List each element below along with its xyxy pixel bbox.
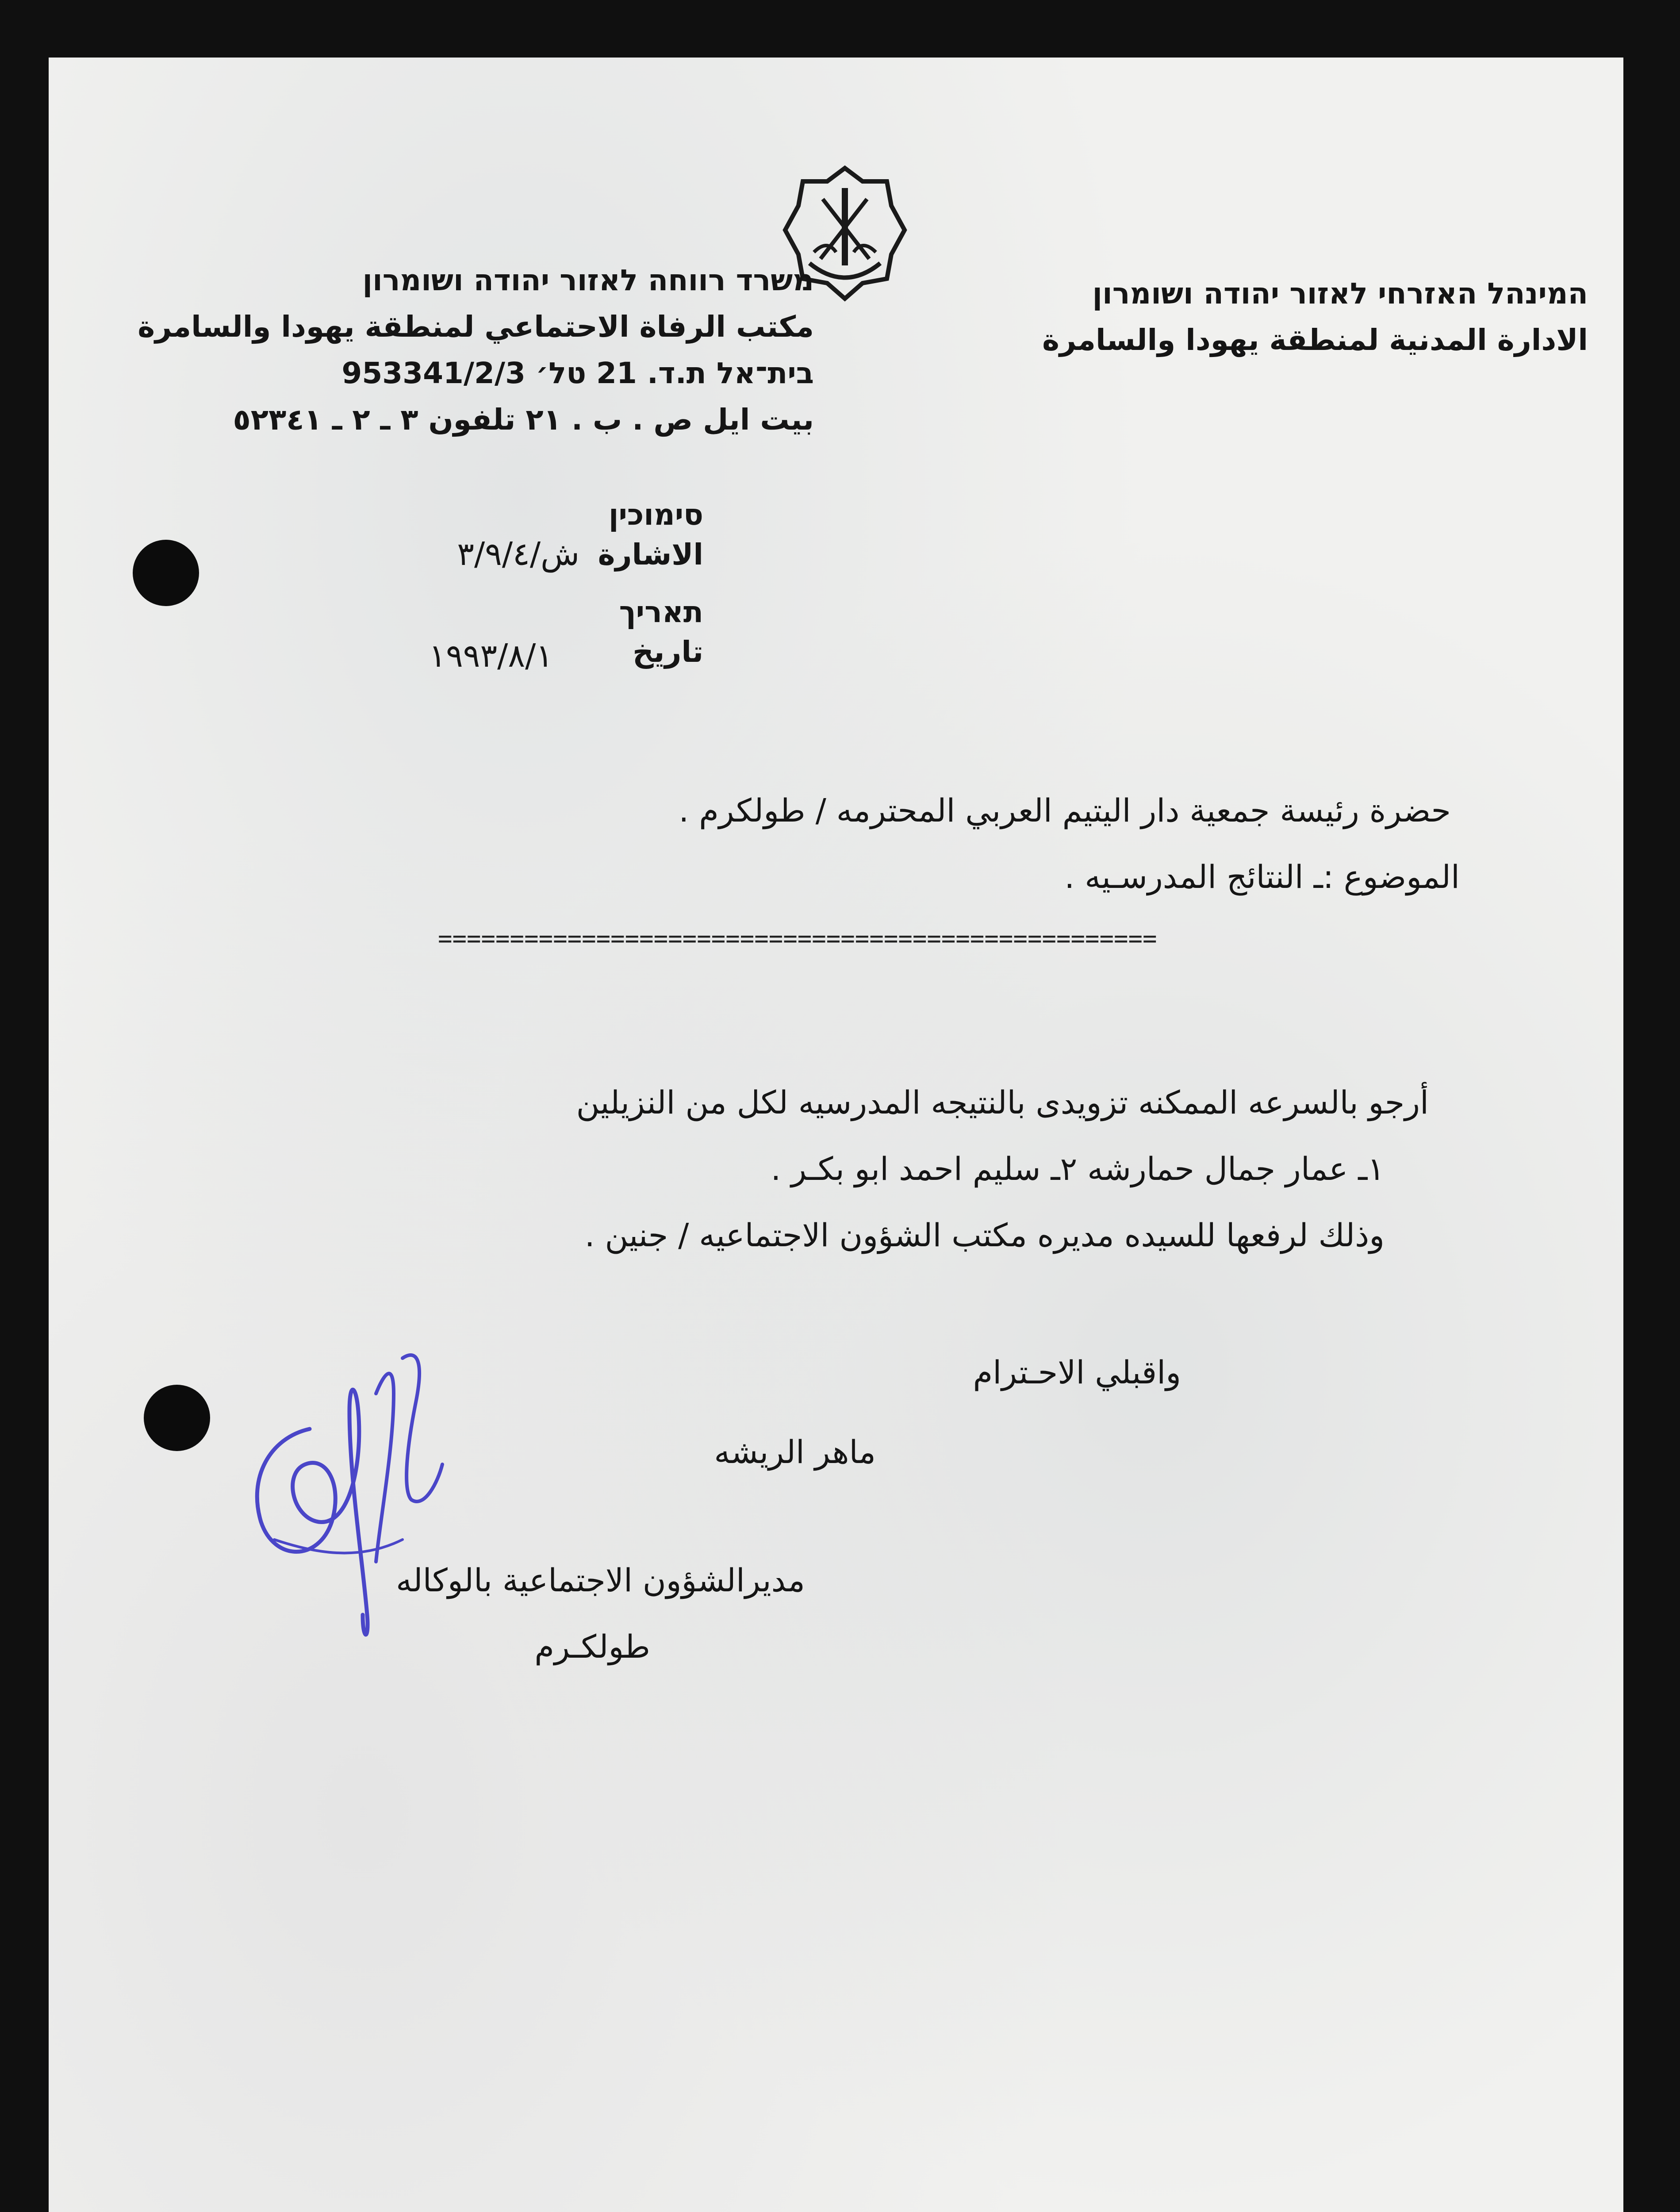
- reference-value: ش/٣/٩/٤: [457, 535, 579, 572]
- handwritten-signature: [217, 1332, 464, 1721]
- left-address-arabic: بيت ايل ص . ب . ٢١ تلفون ٣ ـ ٢ ـ ٥٢٣٤١: [233, 403, 814, 437]
- separator-line: ==================================================: [438, 925, 1157, 952]
- letter-sheet: [49, 58, 1623, 2212]
- body-line-1: أرجو بالسرعه الممكنه تزويدى بالنتيجه المدرسيه لكل من النزيلين: [576, 1084, 1429, 1121]
- left-header-hebrew: משרד רווחה לאזור יהודה ושומרון: [362, 263, 814, 297]
- left-address-hebrew: בית־אל ת.ד. 21 טל׳ 953341/2/3: [341, 356, 814, 390]
- date-value: ١٩٩٣/٨/١: [429, 637, 553, 674]
- addressee: حضرة رئيسة جمعية دار اليتيم العربي المحترمه / طولكرم .: [679, 792, 1451, 829]
- signer-city: طولكـرم: [534, 1628, 650, 1665]
- date-label-hebrew: תאריך: [619, 595, 703, 629]
- closing: واقبلي الاحـترام: [973, 1354, 1181, 1391]
- signer-name: ماهر الريشه: [714, 1433, 876, 1471]
- reference-label-arabic: الاشارة: [598, 538, 703, 572]
- subject-line: الموضوع :ـ النتائج المدرسـيه .: [1064, 858, 1460, 895]
- right-header-hebrew: המינהל האזרחי לאזור יהודה ושומרון: [1092, 276, 1588, 311]
- date-label-arabic: تاريخ: [633, 635, 703, 669]
- punch-hole-top: [133, 540, 199, 606]
- body-line-2: ١ـ عمار جمال حمارشه ٢ـ سليم احمد ابو بكـر .: [771, 1150, 1385, 1187]
- reference-label-hebrew: סימוכין: [608, 498, 703, 532]
- left-header-arabic: مكتب الرفاة الاحتماعي لمنطقة يهودا والسامرة: [138, 310, 814, 344]
- body-line-3: وذلك لرفعها للسيده مديره مكتب الشؤون الاجتماعيه / جنين .: [584, 1217, 1385, 1254]
- right-header-arabic: الادارة المدنية لمنطقة يهودا والسامرة: [1042, 323, 1588, 357]
- punch-hole-bottom: [144, 1385, 210, 1451]
- signer-title: مديرالشؤون الاجتماعية بالوكاله: [396, 1562, 805, 1599]
